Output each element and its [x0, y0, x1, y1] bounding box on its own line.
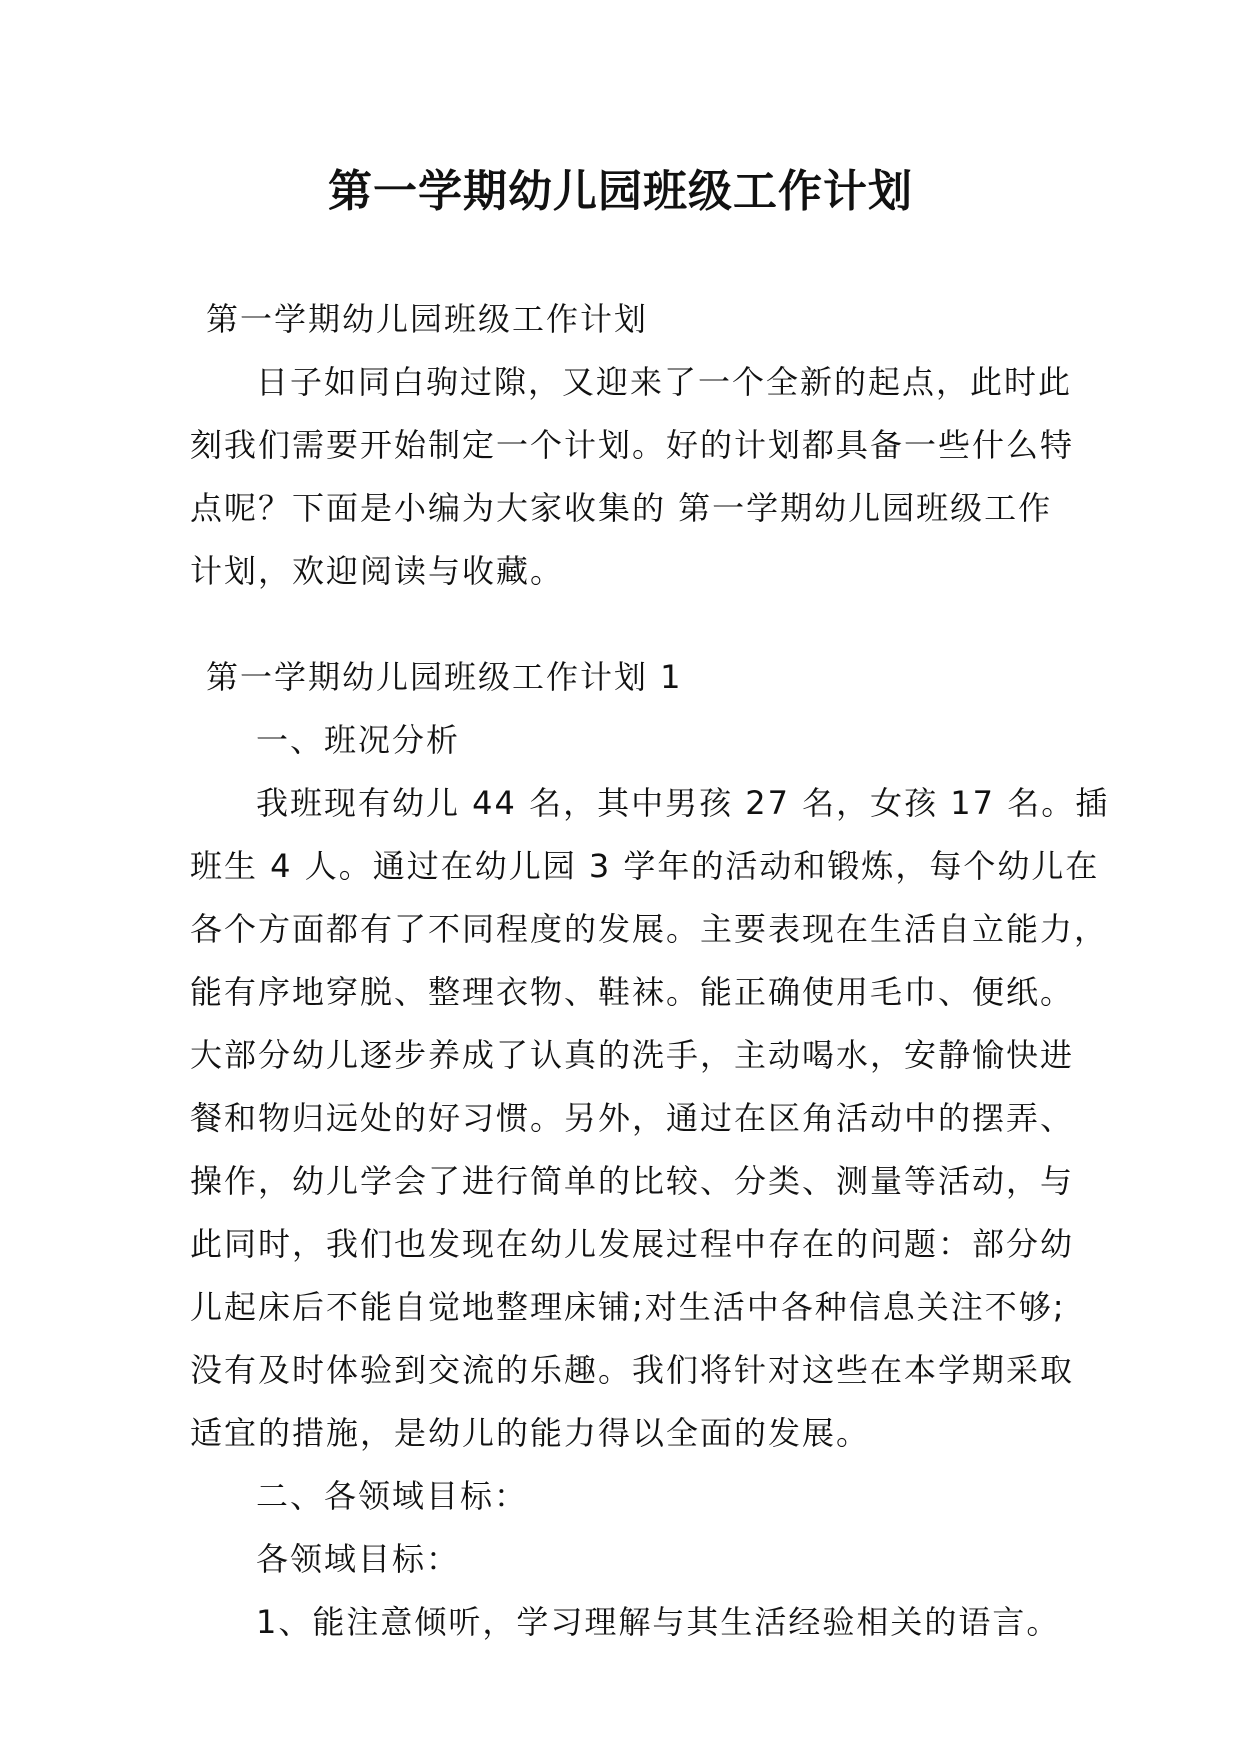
intro-line: 计划，欢迎阅读与收藏。 — [190, 552, 565, 590]
intro-heading: 第一学期幼儿园班级工作计划 — [206, 300, 649, 338]
part1-line: 此同时，我们也发现在幼儿发展过程中存在的问题：部分幼 — [190, 1225, 1075, 1263]
part1-line: 儿起床后不能自觉地整理床铺;对生活中各种信息关注不够; — [190, 1288, 1066, 1326]
document-body — [190, 288, 1110, 1654]
section-heading: 第一学期幼儿园班级工作计划 1 — [206, 658, 683, 696]
part1-line: 能有序地穿脱、整理衣物、鞋袜。能正确使用毛巾、便纸。 — [190, 973, 1075, 1011]
part1-line: 操作，幼儿学会了进行简单的比较、分类、测量等活动，与 — [190, 1162, 1075, 1200]
part-heading: 一、班况分析 — [256, 721, 461, 759]
intro-line: 点呢？下面是小编为大家收集的 第一学期幼儿园班级工作 — [190, 489, 1053, 527]
part1-line: 班生 4 人。通过在幼儿园 3 学年的活动和锻炼，每个幼儿在 — [190, 847, 1100, 885]
part1-line: 餐和物归远处的好习惯。另外，通过在区角活动中的摆弄、 — [190, 1099, 1075, 1137]
part-heading: 二、各领域目标： — [256, 1477, 529, 1515]
intro-line: 日子如同白驹过隙，又迎来了一个全新的起点，此时此 — [256, 363, 1073, 401]
intro-line: 刻我们需要开始制定一个计划。好的计划都具备一些什么特 — [190, 426, 1075, 464]
part1-line: 我班现有幼儿 44 名，其中男孩 27 名，女孩 17 名。插 — [256, 784, 1110, 822]
part1-line: 适宜的措施，是幼儿的能力得以全面的发展。 — [190, 1414, 871, 1452]
document-title: 第一学期幼儿园班级工作计划 — [328, 166, 913, 217]
part-subheading: 各领域目标： — [256, 1540, 461, 1578]
part1-line: 大部分幼儿逐步养成了认真的洗手，主动喝水，安静愉快进 — [190, 1036, 1075, 1074]
part1-line: 各个方面都有了不同程度的发展。主要表现在生活自立能力， — [190, 910, 1109, 948]
list-item: 1、能注意倾听，学习理解与其生活经验相关的语言。 — [256, 1603, 1061, 1641]
part1-line: 没有及时体验到交流的乐趣。我们将针对这些在本学期采取 — [190, 1351, 1075, 1389]
paragraph-gap — [190, 603, 1060, 646]
